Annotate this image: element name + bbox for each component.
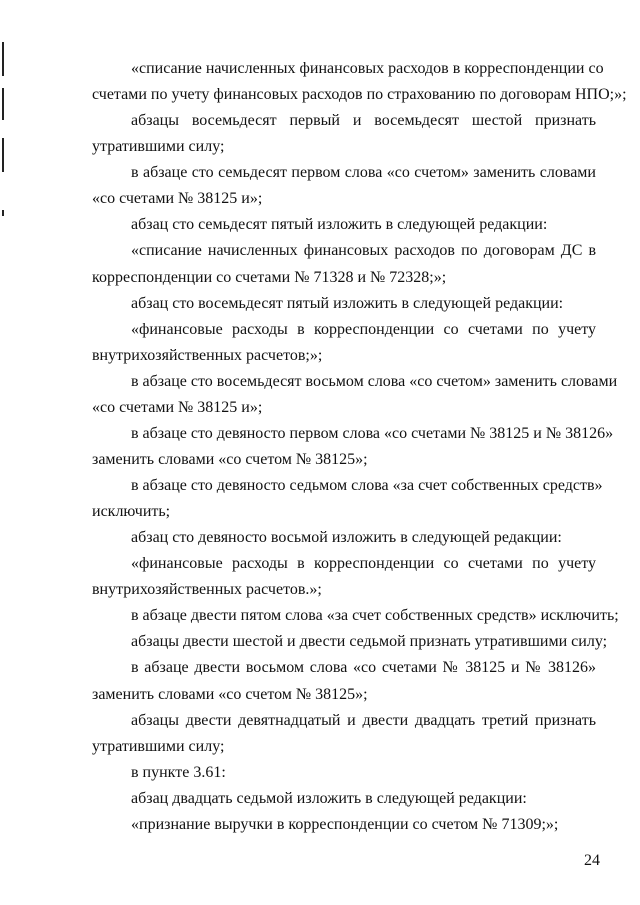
text-line: в пункте 3.61: xyxy=(131,763,226,781)
text-line: в абзаце сто девяносто первом слова «со счетами № 38125 и № 38126» xyxy=(131,424,614,442)
text-line: в абзаце двести пятом слова «за счет собственных средств» исключить; xyxy=(131,607,619,625)
text-line: в абзаце сто девяносто седьмом слова «за счет собственных средств» xyxy=(131,477,603,494)
paragraph xyxy=(92,708,596,760)
paragraph xyxy=(92,812,596,838)
paragraph xyxy=(92,760,596,786)
text-line: внутрихозяйственных расчетов.»; xyxy=(92,581,322,599)
text-line: абзац двадцать седьмой изложить в следующей редакции: xyxy=(131,789,527,807)
text-line: утратившими силу; xyxy=(92,138,225,156)
paragraph xyxy=(92,655,596,707)
text-line: заменить словами «со счетом № 38125»; xyxy=(92,685,368,703)
text-line: внутрихозяйственных расчетов;»; xyxy=(92,346,323,364)
text-line: «признание выручки в корреспонденции со счетом № 71309;»; xyxy=(131,815,559,833)
text-line: «финансовые расходы в корреспонденции со счетами по учету xyxy=(131,320,596,338)
text-line: абзацы двести шестой и двести седьмой признать утратившими силу; xyxy=(131,633,608,651)
paragraph xyxy=(92,160,596,212)
text-line: исключить; xyxy=(92,503,171,521)
text-line: «со счетами № 38125 и»; xyxy=(92,398,263,416)
paragraph xyxy=(92,551,596,603)
paragraph xyxy=(92,212,596,238)
scan-margin-mark xyxy=(2,42,4,76)
paragraph xyxy=(92,317,596,369)
text-line: абзацы двести девятнадцатый и двести двадцать третий признать xyxy=(131,711,596,729)
paragraph xyxy=(92,238,596,290)
scan-margin-mark xyxy=(2,210,4,216)
paragraph xyxy=(92,291,596,317)
scan-margin-mark xyxy=(2,88,4,120)
text-line: утратившими силу; xyxy=(92,737,225,755)
text-line: абзац сто семьдесят пятый изложить в следующей редакции: xyxy=(131,216,548,234)
scan-margin-mark xyxy=(2,138,4,172)
text-line: заменить словами «со счетом № 38125»; xyxy=(92,450,368,468)
text-line: абзац сто девяносто восьмой изложить в следующей редакции: xyxy=(131,529,562,547)
text-line: «списание начисленных финансовых расходов по договорам ДС в xyxy=(131,242,596,260)
text-line: абзацы восемьдесят первый и восемьдесят шестой признать xyxy=(131,112,596,130)
paragraph xyxy=(92,603,619,629)
text-line: счетами по учету финансовых расходов по страхованию по договорам НПО;»; xyxy=(92,86,627,104)
paragraph xyxy=(92,108,596,160)
text-line: «списание начисленных финансовых расходов в корреспонденции со xyxy=(131,60,604,77)
paragraph xyxy=(92,786,596,812)
paragraph xyxy=(92,369,618,421)
paragraph xyxy=(92,525,596,551)
paragraph xyxy=(92,421,614,473)
document-body xyxy=(92,56,627,838)
text-line: в абзаце сто восемьдесят восьмом слова «со счетом» заменить словами xyxy=(131,372,618,390)
text-line: корреспонденции со счетами № 71328 и № 72328;»; xyxy=(92,268,447,286)
page-number: 24 xyxy=(584,852,600,869)
text-line: «финансовые расходы в корреспонденции со счетами по учету xyxy=(131,555,596,573)
text-line: в абзаце двести восьмом слова «со счетами № 38125 и № 38126» xyxy=(131,659,596,677)
text-line: «со счетами № 38125 и»; xyxy=(92,190,263,208)
text-line: абзац сто восемьдесят пятый изложить в следующей редакции: xyxy=(131,294,564,312)
paragraph xyxy=(92,629,608,655)
paragraph xyxy=(92,473,603,525)
paragraph xyxy=(92,56,627,108)
text-line: в абзаце сто семьдесят первом слова «со счетом» заменить словами xyxy=(131,164,596,182)
